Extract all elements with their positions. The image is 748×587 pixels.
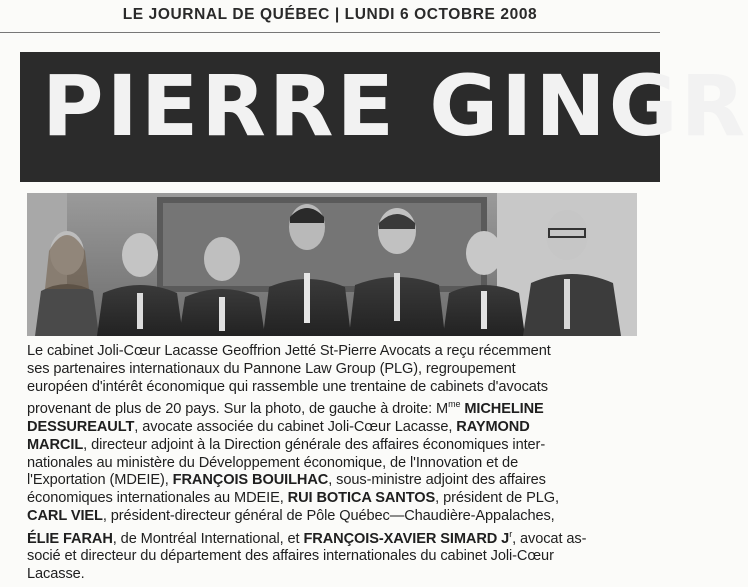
caption-superscript: me: [448, 399, 461, 410]
caption-text: , président de PLG,: [435, 490, 559, 507]
caption-name: CARL VIEL: [27, 508, 103, 525]
caption-line-5: [27, 419, 637, 437]
caption-text: l'Exportation (MDEIE),: [27, 472, 173, 489]
caption-line-8: [27, 472, 637, 490]
headline: PIERRE GINGR: [42, 57, 748, 155]
caption-name: MARCIL: [27, 436, 84, 453]
caption-line-2: ses partenaires internationaux du Pannone Law Group (PLG), regroupement: [27, 360, 516, 377]
caption-name: ÉLIE FARAH: [27, 530, 113, 547]
caption-name: FRANÇOIS BOUILHAC: [172, 472, 329, 489]
caption-line-4: [27, 396, 637, 419]
caption-text: , président-directeur général de Pôle Québec—Chaudière-Appalaches,: [102, 508, 555, 525]
caption-line-3: européen d'intérêt économique qui rassemble une trentaine de cabinets d'avocats: [27, 378, 548, 395]
caption-line-7: nationales au ministère du Développement économique, de l'Innovation et de: [27, 454, 519, 471]
headline-band: [20, 52, 748, 182]
photo-caption: [27, 343, 637, 584]
caption-name: RUI BOTICA SANTOS: [287, 490, 436, 507]
caption-line-13: Lacasse.: [27, 566, 85, 583]
group-photo-image: [27, 193, 637, 336]
caption-line-11: [27, 526, 637, 549]
caption-line-6: [27, 437, 637, 455]
caption-line-1: Le cabinet Joli-Cœur Lacasse Geoffrion Jetté St-Pierre Avocats a reçu récemment: [27, 343, 551, 359]
caption-name: MICHELINE: [460, 401, 544, 418]
caption-text: , directeur adjoint à la Direction générale des affaires économiques inter-: [83, 436, 546, 453]
caption-line-9: [27, 490, 637, 508]
masthead-rule: [0, 32, 660, 33]
caption-line-10: [27, 508, 637, 526]
masthead: LE JOURNAL DE QUÉBEC | LUNDI 6 OCTOBRE 2008: [122, 6, 538, 23]
caption-superscript: r: [509, 528, 513, 539]
caption-name: FRANÇOIS-XAVIER SIMARD J: [303, 530, 510, 547]
caption-text: , de Montréal International, et: [112, 530, 304, 547]
caption-name: RAYMOND: [456, 419, 530, 436]
caption-text: provenant de plus de 20 pays. Sur la photo, de gauche à droite: M: [27, 401, 449, 418]
caption-text: , avocate associée du cabinet Joli-Cœur Lacasse,: [134, 419, 457, 436]
caption-text: , sous-ministre adjoint des affaires: [328, 472, 546, 489]
caption-text: économiques internationales au MDEIE,: [27, 490, 288, 507]
caption-line-12: socié et directeur du département des affaires internationales du cabinet Joli-Cœur: [27, 548, 554, 565]
caption-text: , avocat as-: [512, 530, 587, 547]
group-photo: [27, 193, 637, 336]
caption-name: DESSUREAULT: [27, 419, 135, 436]
